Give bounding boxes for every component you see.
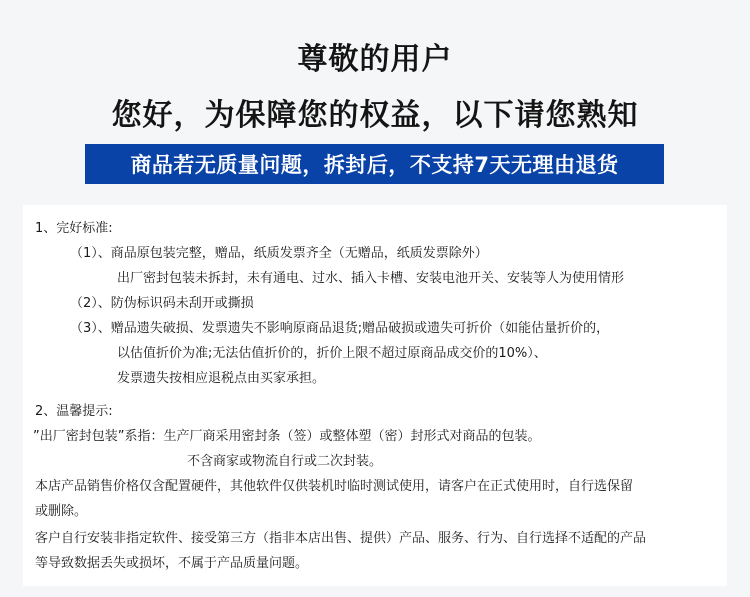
return-policy-banner: 商品若无质量问题，拆封后，不支持7天无理由退货	[85, 144, 664, 184]
section-1-item-3-continued-2: 发票遗失按相应退税点由买家承担。	[117, 371, 326, 386]
page-subtitle: 您好，为保障您的权益，以下请您熟知	[111, 98, 639, 133]
section-1-item-3: （3）、赠品遗失破损、发票遗失不影响原商品退货;赠品破损或遗失可折价（如能估量折价的，	[70, 321, 610, 336]
section-1-item-2: （2）、防伪标识码未刮开或撕损	[70, 296, 254, 311]
page-title: 尊敬的用户	[297, 42, 453, 77]
section-2-paragraph-3: 客户自行安装非指定软件、接受第三方（指非本店出售、提供）产品、服务、行为、自行选择不适配的产品	[35, 531, 647, 546]
section-1-item-3-continued-1: 以估值折价为准;无法估值折价的，折价上限不超过原商品成交价的10%）、	[117, 346, 547, 361]
section-1-title: 1、完好标准:	[35, 221, 113, 236]
section-2-paragraph-2: 本店产品销售价格仅含配置硬件，其他软件仅供装机时临时测试使用，请客户在正式使用时，自行选保留	[35, 479, 634, 494]
section-2-paragraph-1: ”出厂密封包装”系指：生产厂商采用密封条（签）或整体塑（密）封形式对商品的包装。	[33, 429, 541, 444]
section-1-item-1-continued: 出厂密封包装未拆封，未有通电、过水、插入卡槽、安装电池开关、安装等人为使用情形	[117, 271, 625, 286]
section-2-paragraph-1-continued: 不含商家或物流自行或二次封装。	[187, 454, 383, 469]
section-1-item-1: （1）、商品原包装完整，赠品，纸质发票齐全（无赠品，纸质发票除外）	[70, 246, 488, 261]
section-2-title: 2、温馨提示:	[35, 404, 113, 419]
notice-card	[23, 205, 727, 586]
section-2-paragraph-3-continued: 等导致数据丢失或损坏，不属于产品质量问题。	[35, 556, 309, 571]
section-2-paragraph-2-continued: 或删除。	[35, 504, 88, 519]
